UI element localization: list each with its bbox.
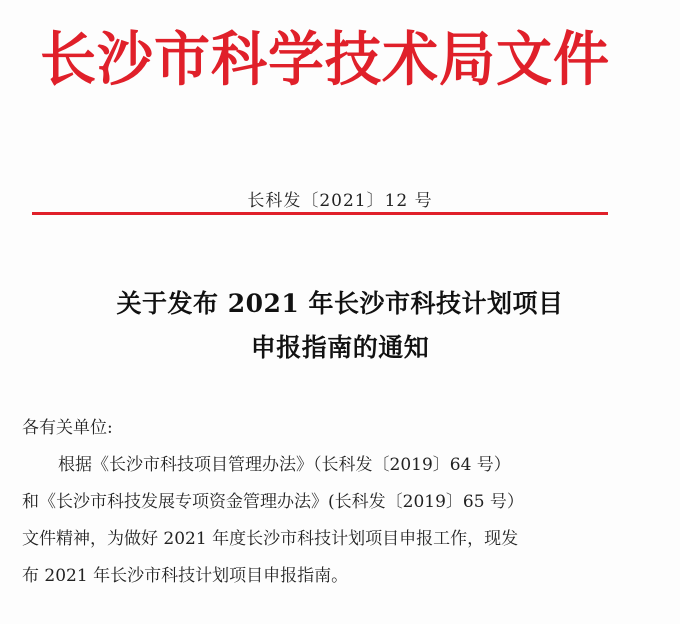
issuer-title: 长沙市科学技术局文件 bbox=[40, 26, 610, 95]
salutation: 各有关单位: bbox=[22, 418, 113, 438]
notice-body bbox=[22, 410, 662, 595]
paragraph-line-3: 文件精神，为做好 2021 年度长沙市科技计划项目申报工作，现发 bbox=[22, 529, 519, 549]
paragraph-line-4: 布 2021 年长沙市科技计划项目申报指南。 bbox=[22, 566, 349, 586]
notice-title-line-2: 申报指南的通知 bbox=[250, 333, 430, 362]
paragraph-line-1: 根据《长沙市科技项目管理办法》（长科发〔2019〕64 号） bbox=[58, 455, 511, 475]
paragraph-line-2: 和《长沙市科技发展专项资金管理办法》(长科发〔2019〕65 号） bbox=[22, 492, 524, 512]
red-divider-line bbox=[32, 212, 608, 215]
document-number: 长科发〔2021〕12 号 bbox=[247, 191, 433, 211]
document-header bbox=[0, 0, 680, 160]
notice-title-line-1: 关于发布 2021 年长沙市科技计划项目 bbox=[116, 289, 564, 318]
notice-title bbox=[0, 282, 680, 370]
